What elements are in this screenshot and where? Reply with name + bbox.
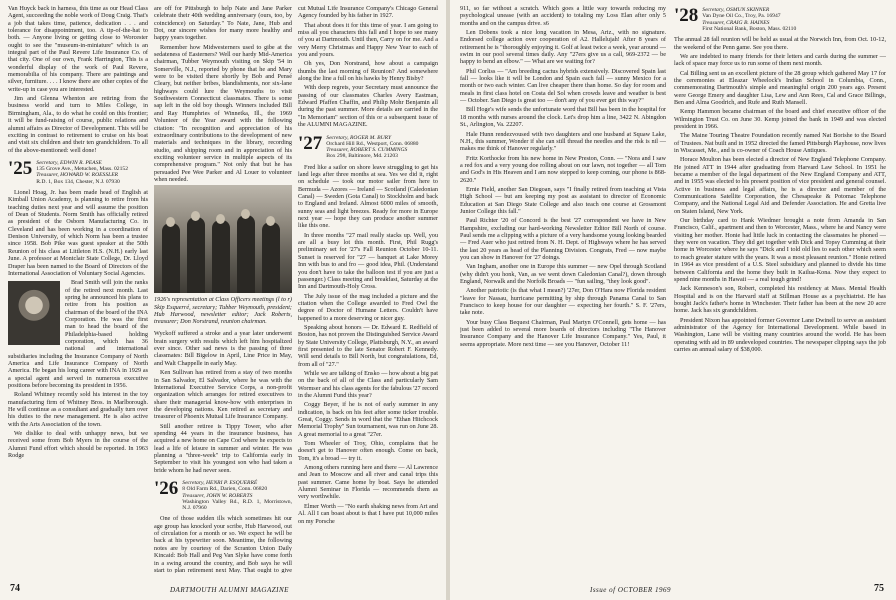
treasurer-address: Box 298, Baltimore, Md. 21203 <box>326 153 398 160</box>
paragraph: Paul Richter '20 of Concord is the best '27 correspondent we have in New Hampshire, excluding our hard-working Newsletter Editor Bill North of course. Paul sends me a clipping with a picture of a very handsome young looking bearded — Fred Auer who just retired from N. H. Dept. of Highways where he has served the last 20 years as head of the Planning Division. Congrats, Fred — now maybe you can show in Hanover for '27 doings. <box>460 217 666 261</box>
paragraph: Fred like a sailor on shore leave struggling to get his land legs after three months at sea. Yes we did it, right on schedule — took our motor sailer from here to Bermuda — Azores — Ireland — Scotland (Caledonian Canal) — Sweden (Gota Canal) to Stockholm and back to England and Ireland. Almost 6000 miles of smooth, sunny seas and light breezes. Ready for more in Europe next year — hope they can produce another summer like this one. <box>298 163 438 230</box>
class-heading-25 <box>8 157 148 185</box>
class-year: '25 <box>8 157 33 179</box>
class-officers <box>326 135 418 160</box>
paragraph: Jim and Glenna Whenton are retiring from the business world and turn to Miles College, in Birmingham, Ala., to do what he could on this frontier; it will be fund-raising of course, public relations and alumni affairs as Director of Development. This will be exciting in contrast to retirement to cruise on his boat and visit six children and their ten grandchildren. To all of the above-mentioned: well done! <box>8 95 148 154</box>
paragraph: Hale Hunn rendezvoused with two daughters and one husband at Squaw Lake, N.H., this summer, Wonder if she can still thread the needles and the risk is nil — makes me think of Hanover regularly." <box>460 130 666 153</box>
right-page <box>450 0 896 600</box>
paragraph: The July issue of the mag included a picture and the citation when the College awarded to Fred Owl the degree of Doctor of Humane Letters. Couldn't have happened to a more deserving or nicer guy. <box>298 292 438 322</box>
class-heading-28 <box>674 7 886 32</box>
paragraph: President Nixon has appointed former Governor Lane Dwinell to serve as assistant administrator of the Agency for International Development. While based in Washington, Lane will be visiting many countries around the world. He has been operating with aid in 89 undeveloped countries. The newspaper clipping says the job carries an annual salary of $38,000. <box>674 316 886 353</box>
classmate-portrait-photo <box>8 281 60 345</box>
paragraph: Your busy Class Bequest Chairman, Paul Martyn O'Connell, gets home — has just been added to several more boards of directors including "The Hanover Insurance Company and the Hanover Life Insurance Company." Yes, Paul, it seems appropriate. More next time — see you Hanover, October 11! <box>460 318 666 348</box>
class-year: '28 <box>674 5 699 26</box>
paragraph: Roland Whitney recently sold his interest in the toy manufacturing firm of Whitney Bros. in Marlborough. He will continue as a consultant and gradually turn over his duties to the new management. He is also active with the Arts Association of the town. <box>8 391 148 428</box>
treasurer-line: Treasurer, JOHN W. ROBERTS <box>182 492 253 499</box>
paragraph: Jack Kenneson's son, Robert, completed his residency at Mass. Mental Health Hospital and is on the Harvard staff at Stillman House as a psychiatrist. He has bought Jack's father's home in Winchester. Their father has been at the new 20 acre home. Jack has six grandchildren. <box>674 285 886 315</box>
paragraph: Our birthday card to Hank Wiedmer brought a note from Amanda in San Francisco, Calif., apartment and then to Worcester, Mass., where he and Nancy were visiting her mother. Honie had little luck in contacting the classmates he phoned — they were on vacation. They did get together with Dick and Topsy Cumming at their home in Worcester where he says "Dick and I told old lies to each other which seem to reach greater stature with the years. It was a most pleasant reunion." Honie retired in 1964 as vice president of a U.S. Steel subsidiary and planned to divide his time between California and the home they built in Kailua-Kona. Now they expect to spend nine months in Hawaii — a real tough grind! <box>674 217 886 283</box>
secretary-line: Secretary, EDWIN R. PEASE <box>36 159 102 166</box>
paragraph: Fritz Korthocke from his new home in New Preston, Conn. — "Nora and I saw a red fox and a very young doe rolling about on our lawn, not together — all Tom and God's in His Heaven and I am now stepped to keep coming, our phone is 868-2620." <box>460 154 666 184</box>
paragraph: Among others running here and there — Al Lawrence and Jean to Moscow and all river and canal trips this past summer. Came home by boat. Says he attended Alumni Seminar in Florida — recommends them as very worthwhile. <box>298 464 438 501</box>
paragraph: That about does it for this time of year. I am going to miss all you characters this fall and I hope to see many of you at Dartmouth. Until then, Carry on for me. And a very Merry Christmas and Happy New Year to each of you and yours. <box>298 21 438 59</box>
left-column-3 <box>298 5 438 573</box>
paragraph: Ken Sullivan has retired from a stay of two months in San Salvador, El Salvador, where he was with the International Executive Service Corps, a non-profit organization which arranges for retired executives to share their managerial know-how with enterprises in the developing nations. Ken retired as secretary and treasurer of Phoenix Mutual Life Insurance Company. <box>154 369 292 421</box>
paragraph: Speaking about honors — Dr. Edward E. Redfield of Boston, has not proven the Distinguished Service Award by State University College, Plattsburgh, N.Y., an award first presented to the late Senator Robert F. Kennedy. Will send details to Bill North, but congratulations, Ed, from all of "27." <box>298 323 438 368</box>
paragraph: Van Ingham, another one in Europe this summer — new Opel through Scotland (why didn't you honk, Van, as we went down Caledonian Canal?), down through England, Norwalk and the Norfolk Broads — "fun sailing, "they look good". <box>460 263 666 286</box>
secretary-address: Van Dyne Oil Co., Troy, Pa. 16947 <box>702 13 781 20</box>
paragraph: Len Dobens took a nice long vacation in Mesa, Ariz., with no signature. Endorsed college action over cooperation of A2. Hallelujah! After 8 years of retirement he is "thoroughly enjoying it. Golf at least twice a week, year around — swim in our pool several times daily. Any "27ers give us a call, 969-2372 — be happy to bend an elbow." — What are we waiting for? <box>460 29 666 66</box>
paragraph: Bill Hoge's wife sends the unfortunate word that Bill has been in the hospital for 18 months with nurses around the clock. Let's drop him a line, 3422 N. Abingdon St., Arlington, Va. 22207. <box>460 106 666 129</box>
paragraph: cut Mutual Life Insurance Company's Chicago General Agency founded by his father in 1927. <box>298 5 438 20</box>
treasurer-address: Washington Valley Rd., R.D. 1, Morristown, N.J. 07960 <box>182 498 292 512</box>
paragraph: Tom Wheeler of Troy, Ohio, complains that he doesn't get to Hanover often enough. Come on back, Tom, it's a broad — try it. <box>298 440 438 462</box>
issue-footer <box>590 584 671 594</box>
treasurer-line: Treasurer, CRAIG B. HAINES <box>702 19 770 26</box>
right-column-2 <box>674 5 886 573</box>
left-page-footer <box>10 583 20 594</box>
paragraph: Cal Billing sent us an excellent picture of the 28 group which gathered May 17 for the ceremonies at Eleazar Wheelock's Indian School in Columbia, Conn., commemorating Dartmouth's simple and meaningful origin 200 years ago. Present were George Emery and daughter Lisa, Lew and Ann Rees, Cal and Grace Billings, Ben and Alma Goodrich, and Rufe and Ruth Mansell. <box>674 69 886 106</box>
treasurer-line: Treasurer, HOWARD W. ROESSLER <box>36 172 119 179</box>
paragraph: Wyckoff suffered a stroke and a year later underwent brain surgery with results which left him hospitalized ever since. Other sad news is the passing of three classmates: Bill Bigelow in April, Line Price in May, and Walt Chappelle in early May. <box>154 330 292 367</box>
paragraph: The annual 28 fall reunion will be held as usual at the Norwich Inn, from Oct. 10-12, the weekend of the Penn game. See you there. <box>674 36 886 51</box>
class-year: '27 <box>298 132 323 154</box>
paragraph: With deep regrets, your Secretary must announce the passing of our classmates Charles Avery Eastman, Edward Pfaffen Chaffin, and Philip Mohr Benjamin all during the past summer. More details are carried in the "In Memoriam" section of this or a subsequent issue of the ALUMNI MAGAZINE. <box>298 84 438 129</box>
paragraph: Oh yes, Don Norstrand, how about a campaign thumbs the last morning of Reunion? And somewhere along the line a full on his hawks by Henry Bisby? <box>298 60 438 83</box>
treasurer-address: First National Bank, Boston, Mass. 02110 <box>702 25 797 32</box>
class-officers <box>182 480 292 511</box>
paragraph: Kemp Hammon became chairman of the board and chief executive officer of the Wilmington Trust Co. on June 30. Kemp joined the bank in 1949 and was elected president in 1966. <box>674 108 886 130</box>
paragraph: The Maine Touring Theatre Foundation recently named Nat Borishe to the Board of Trustees. Nat built and in 1952 directed the famed Pittsburgh Playhouse, now lives in Wiscasset, Me., and is co-owner of Coach House Antiques. <box>674 132 886 154</box>
issue-label: Issue of OCTOBER 1969 <box>590 586 671 594</box>
paragraph: In three months "27 mail really stacks up. Well, you are all a busy lot this month. First, Phil Rugg's preliminary set for '27's Fall Reunion October 10-11. Sunset is reserved for "27 — banquet at Lake Morey Inn with bus to and fro — good idea, Phil. (Understand you don't have to take the balloon test if you are just a passenger.) Class meeting and breakfast, Saturday at the Inn and Dartmouth-Holy Cross. <box>298 231 438 291</box>
paragraph: Remember how Midwesterners used to gibe at the sedateness of Easterners? Well our hardy Mid-America chairman, Tubber Weymouth visiting on Skip '54 in Somerville, N.J., reported by phone that he and Mary were to be visited there shortly by Bob and Pensé Cleary, but neither bribes, blandishments, nor six-lane highways could lure the Weymouths to visit Southwestern Connecticut classmates. There is some sap left in the old boy though. Winners included Bill and Ray Humphries of Winnetka, Ill., the 1969 Volunteer of the Year award with the following citation: "In recognition and appreciation of his extraordinary contributions to the development of new materials and techniques in the library, recording studio, and shipping room and in appreciation of his exciting volunteer service in multiple aspects of its comprehensive program." Not only that but he has persuaded Pee Wee Parker and Al Louer to volunteer when needed. <box>154 43 292 183</box>
secretary-line: Secretary, HENRI P. ESQUERRÉ <box>182 479 258 486</box>
paragraph: While we are talking of Ensko — how about a big pat on the back of all of the Class and particularly Sam Wormser and his class agents for the fabulous '27 record in the Alumni Fund this year? <box>298 369 438 399</box>
paragraph: Still another retiree is Tippy Tower, who after spending 44 years in the insurance business, has acquired a new home on Cape Cod where he expects to lead a life of leisure in summer and winter. He was planning a "three-week" trip to California early in September to visit his youngest son who had taken a bride whom he had never seen. <box>154 422 292 474</box>
paragraph: Horace Moulton has been elected a director of New England Telephone Company. He joined ATT in 1944 after graduating from Harvard Law School. In 1951 he became a member of the legal department of the New England Company and ATT, and in 1955 was elected to his present position of vice president and general counsel. Active in business and legal affairs, he is a director and member of the Communications Satellite Corporation, the Chesapeake & Potomac Telephone Company, and the National Legal Aid and Defender Association. He and Gretta live on Staten Island, New York. <box>674 156 886 215</box>
page-number: 75 <box>874 583 884 594</box>
paragraph: Lionel Hoag, Jr. has been made head of English at Kimball Union Academy, is planning to retire from his teaching duties next year and will assume the position of Dean of Students. Norm Smith has officially retired as president of the Osborn Manufacturing Co. in Cleveland and has been working in a coordination of Denison University, of which Norm has been a trustee since 1958. Bob Pike was guest speaker at the 50th Reunion of his class at Littleton H.S. (N.H.) early last June. A professor at Montclair State College, Dr. Lloyd Draper has been named to the Board of Directors of the International Association of Voluntary Social Agencies. <box>8 189 148 277</box>
class-year: '26 <box>154 477 179 499</box>
magazine-name: DARTMOUTH ALUMNI MAGAZINE <box>170 586 289 594</box>
right-page-footer <box>874 583 884 594</box>
secretary-line: Secretary, OSMUN SKINNER <box>702 7 770 13</box>
class-officers <box>36 160 128 185</box>
paragraph: 911, so far without a scratch. Which goes a little way towards reducing my psychological unease (with an accident) to totaling my Loss Elan after only 5 months and on the campus drive. s6 <box>460 5 666 27</box>
left-column-2 <box>154 5 292 573</box>
left-page <box>0 0 446 600</box>
photo-caption: 1926's representation at Class Officers meetings (l to r) Skip Esquerré, secretary; Tubber Weymouth, president; Hub Harwood, newsletter editor; Jack Roberts, treasurer; Don Norstrand, reunion chairman. <box>154 296 292 326</box>
secretary-address: 135 Grove Ave., Metuchen, Mass. 02152 <box>36 166 128 173</box>
treasurer-line: Treasurer, ROBERT S. CUMMINGS <box>326 147 408 154</box>
secretary-line: Secretary, ROGER M. BURY <box>326 134 392 141</box>
paragraph: Van Huyck back in harness, this time as our Head Class Agent, succeeding the noble work of Doug Craig. That's a job that takes time, patience, dedication . . . and tolerance for disappointment, too. A tip-of-the-hat to both. — Anyone living or getting close to Worcester ought to see the "museum-in-miniature" which is an integral part of the Paul Revere Life Insurance Co. of that city. One of our own, Frank Harrington, This is a wonderful display of the work of Paul Revere, memorabilia of his company. There are paintings and silver, furniture. . . . I know there are other copies of the write-up in case you are interested. <box>8 5 148 93</box>
treasurer-address: R.D. 1, Box 134, Chester, N.J. 07930 <box>36 178 120 185</box>
paragraph: We are indebted to many friends for their letters and cards during the summer — lack of space may force us to run some of them next month. <box>674 52 886 68</box>
paragraph: Elmer Worth — "No earth shaking news from Art and Al. All I can boast about is that I have put 10,000 miles on my Porsche <box>298 502 438 525</box>
class-heading-26 <box>154 477 292 512</box>
paragraph: Ernie Field, another San Diegoan, says "I finally retired from teaching at Vista High School — but am keeping my post as assistant to director of Economic Education at San Diego State College and also teach one course at Grossmont Junior College this fall." <box>460 185 666 215</box>
paragraph: Brad Smith will join the ranks of the retired next month. Last spring he announced his plans to retire from his position as chairman of the board of the INA Corporation. He was the first man to head the board of the Philadelphia-based holding corporation, which has 36 national and international subsidiaries including the Insurance Company of North America and Life Insurance Company of North America. He began his long career with INA in 1929 as a special agent and served in numerous executive positions before becoming its president in 1956. <box>8 279 148 389</box>
paragraph: are off for Pittsburgh to help Nate and Jane Parker celebrate their 40th wedding anniversary (ours, too, by coincidence) on Saturday." To Nate, Jane, Hub and Dot, our sincere wishes for many more healthy and happy years together. <box>154 5 292 42</box>
paragraph: Another patriotic (is that what I mean?) '27er, Don O'Hara now Florida resident "leave for Nassau, hurricane permitting by ship through Panama Canal to San Francisco to keep house for our daughter — expecting her fourth." S. F. '27ers, take note. <box>460 287 666 317</box>
class-heading-27 <box>298 132 438 160</box>
magazine-name-footer <box>170 584 289 594</box>
left-column-1 <box>8 5 148 573</box>
secretary-address: Orchard Hill Rd., Westport, Conn. 06880 <box>326 140 419 147</box>
right-column-1 <box>460 5 666 573</box>
paragraph: We dislike to deal with unhappy news, but we received some from Bob Myers in the course of the Alumni Fund effort which should be reported. In 1963 Rodge <box>8 430 148 460</box>
paragraph: Phil Corliss — "Am breeding cactus hybrids extensively. Discovered Spain last fall — looks like it will be London and Spain each fall — sunny Mexico for a month or two each winter. Can live cheaper there than home. So day for room and meals in first class hotel on Costa del Sol when crowds leave and weather is best — October. San Diego is great too — don't any of you ever get this way?" <box>460 67 666 105</box>
secretary-address: 8 Old Farm Rd., Darien, Conn. 06820 <box>182 486 268 493</box>
page-number: 74 <box>10 583 20 594</box>
class-officers <box>702 7 796 32</box>
class-officers-group-photo <box>154 185 292 293</box>
paragraph: One of those sudden ills which sometimes hit our age group has knocked your scribe, Hub Harwood, out of circulation for a month or so. We expect he will be back at his typewriter soon. Meantime, the following notes are by courtesy of the Scranton Union Daily Kincaid: Bob Hall and Peg Van Slyke have come forth in a swing around the country, and Bob says he will start to plan retirement next May. That ought to give <box>154 515 292 573</box>
paragraph: Coggy Beyer, if he is not of early summer in any indication, is back on his feet after some ticker trouble. Great, Coggy. Sends in word that the "Ethan Hitchcock Memorial Trophy" Sun tournament, was run on June 28. A great memorial to a great "27er. <box>298 401 438 438</box>
